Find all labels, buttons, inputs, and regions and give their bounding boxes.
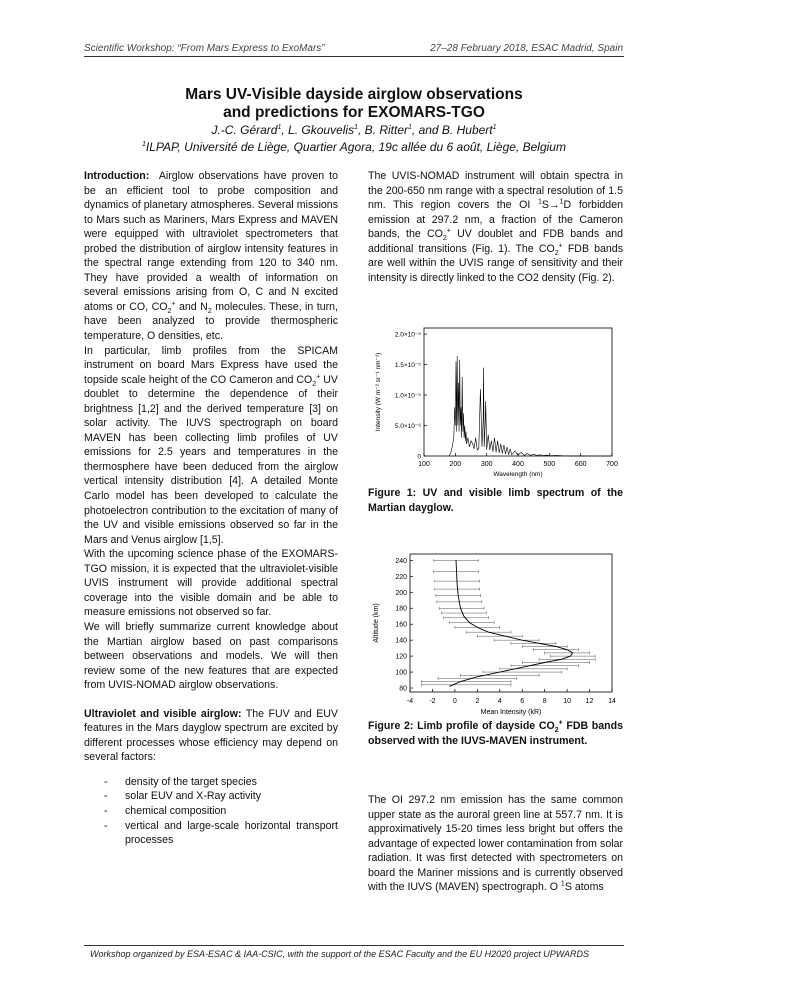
y-tick-label: 1.5×10⁻⁵ <box>394 362 421 370</box>
list-item: - chemical composition <box>84 804 338 819</box>
y-tick-label: 220 <box>395 573 407 581</box>
figure-2-caption: Figure 2: Limb profile of dayside $CO_2^+$ FDB bands observed with the IUVS-MAVEN instrument. <box>368 719 624 747</box>
author-list: J.-C. Gérard$^1$, L. Gkouvelis$^1$, B. Ritter$^1$, and B. Hubert$^1$ <box>211 123 497 137</box>
y-axis-label: Intensity (W m⁻² sr⁻¹ nm⁻¹) <box>375 352 382 432</box>
plot-frame <box>424 328 612 456</box>
list-item: - vertical and large-scale horizontal transport processes <box>84 819 338 848</box>
authors-block <box>84 122 624 156</box>
x-tick-label: 500 <box>543 461 556 468</box>
y-tick-label: 140 <box>395 637 407 645</box>
y-tick-label: 80 <box>399 685 407 693</box>
intro-paragraph: Introduction: Airglow observations have proven to be an efficient tool to probe composition and dynamics of planetary atmospheres. Several missions to Mars such as Mariners, Mars Express and MAVEN were equipped with ultraviolet spectrometers that probed the distribution of airglow intensity features in the spectral range extending from 120 to 340 nm. They have provided a wealth of information on several emissions arising from O, C and N excited atoms or CO, $CO_2^+$ and $N_2$ molecules. These, in turn, have been analyzed to provide thermospheric temperature, O densities, etc. <box>84 170 338 343</box>
x-tick-label: 100 <box>418 461 430 468</box>
column-right <box>368 169 623 285</box>
y-tick-label: 120 <box>395 653 407 661</box>
paper-title-line1: Mars UV-Visible dayside airglow observations <box>185 86 523 103</box>
x-tick-label: 400 <box>512 461 524 468</box>
x-tick-label: 6 <box>520 698 525 705</box>
x-tick-label: 10 <box>563 698 572 705</box>
x-tick-label: 700 <box>606 461 618 468</box>
paragraph-uvis-nomad: The UVIS-NOMAD instrument will obtain spectra in the 200-650 nm range with a spectral resolution of 1.5 nm. This region covers the OI $^1$S→$^1$D forbidden emission at 297.2 nm, a fraction of the Cameron bands, the $CO_2^+$ UV doublet and FDB bands and additional transitions (Fig. 1). The $CO_2^+$ FDB bands are well within the UVIS range of sensitivity and their intensity is directly linked to the CO2 density (Fig. 2). <box>368 170 623 284</box>
section-heading-introduction: Introduction: <box>84 170 150 182</box>
x-tick-label: 8 <box>542 698 547 705</box>
y-tick-label: 160 <box>395 621 407 629</box>
paragraph-spicam: In particular, limb profiles from the SPICAM instrument on board Mars Express have used the topside scale height of the CO Cameron and $CO_2^+$ UV doublet to determine the dependence of their brightness [1,2] and the derived temperature [3] on solar activity. The IUVS spectrograph on board MAVEN has been collecting limb profiles of UV emissions for 2.5 years and temperatures in the thermosphere have been deduced from the airglow vertical intensity distribution [4]. A detailed Monte Carlo model has been developed to calculate the photoelectron contribution to the excitation of many of the UV and visible emissions observed so far in the Mars and Venus airglow [1,5]. <box>84 344 338 546</box>
x-tick-label: -2 <box>429 698 436 705</box>
x-tick-label: 200 <box>449 461 462 468</box>
footer-rule <box>84 945 624 946</box>
factor-list <box>84 775 338 848</box>
section-heading-uv-visible: Ultraviolet and visible airglow: <box>84 707 242 720</box>
figure-1-caption: Figure 1: UV and visible limb spectrum of the Martian dayglow. <box>368 487 623 514</box>
y-tick-label: 100 <box>395 669 407 677</box>
list-item: - solar EUV and X-Ray activity <box>84 789 338 804</box>
y-tick-label: 0 <box>417 453 421 461</box>
x-axis-label: Mean Intensity (kR) <box>480 709 542 716</box>
y-tick-label: 200 <box>395 589 407 597</box>
footer-text: Workshop organized by ESA-ESAC & IAA-CSIC, with the support of the ESAC Faculty and the EU H2020 project UPWARDS <box>90 949 590 959</box>
model-profile-line <box>449 560 572 686</box>
x-axis-label: Wavelength (nm) <box>493 471 543 478</box>
column-left <box>84 169 338 848</box>
header-rule <box>84 56 624 57</box>
y-axis-label: Altitude (km) <box>373 603 380 643</box>
list-item: - density of the target species <box>84 775 338 790</box>
paper-title <box>84 86 624 122</box>
y-tick-label: 1.0×10⁻⁵ <box>394 392 421 400</box>
running-header-left: Scientific Workshop: “From Mars Express to ExoMars” <box>84 43 325 54</box>
y-tick-label: 240 <box>395 557 407 565</box>
figure-1-spectrum-chart <box>368 318 624 480</box>
plot-frame <box>410 554 612 692</box>
paragraph-oi-emission: The OI 297.2 nm emission has the same common upper state as the auroral green line at 557.7 nm. It is approximatively 15-20 times less bright but offers the advantage of expected lower contamination from solar radiation. It was first detected with spectrometers on board the Mariner missions and is currently observed with the IUVS (MAVEN) spectrograph. O $^1$S atoms <box>368 794 623 894</box>
x-tick-label: 14 <box>608 698 616 705</box>
x-tick-label: 4 <box>497 698 502 705</box>
x-tick-label: 0 <box>452 698 457 705</box>
running-header-right: 27–28 February 2018, ESAC Madrid, Spain <box>430 43 623 54</box>
paragraph-uv-visible: Ultraviolet and visible airglow: The FUV and EUV features in the Mars dayglow spectrum are excited by different processes whose efficiency may depend on several factors: <box>84 707 339 764</box>
y-tick-label: 5.0×10⁻⁶ <box>394 423 421 431</box>
x-tick-label: 300 <box>480 461 493 468</box>
y-tick-label: 2.0×10⁻⁵ <box>394 331 421 339</box>
y-tick-label: 180 <box>395 605 407 613</box>
x-tick-label: 600 <box>574 461 587 468</box>
affiliation: $^1$ILPAP, Université de Liège, Quartier Agora, 19c allée du 6 août, Liège, Belgium <box>142 140 566 154</box>
spectrum-line <box>449 356 612 456</box>
paragraph-summary: We will briefly summarize current knowledge about the Martian airglow based on past comparisons between observations and models. We will then review some of the new features that are expected from UVIS-NOMAD airglow observations. <box>84 620 338 692</box>
x-tick-label: 12 <box>585 698 594 705</box>
paper-title-line2: and predictions for EXOMARS-TGO <box>223 104 485 121</box>
x-tick-label: 2 <box>475 698 480 705</box>
figure-2-limb-profile-chart <box>368 548 624 716</box>
paragraph-exomars: With the upcoming science phase of the EXOMARS-TGO mission, it is expected that the ultraviolet-visible UVIS instrument will provide additional spectral coverage into the visible domain and be able to measure emissions not observed so far. <box>84 548 338 619</box>
x-tick-label: -4 <box>406 698 414 705</box>
